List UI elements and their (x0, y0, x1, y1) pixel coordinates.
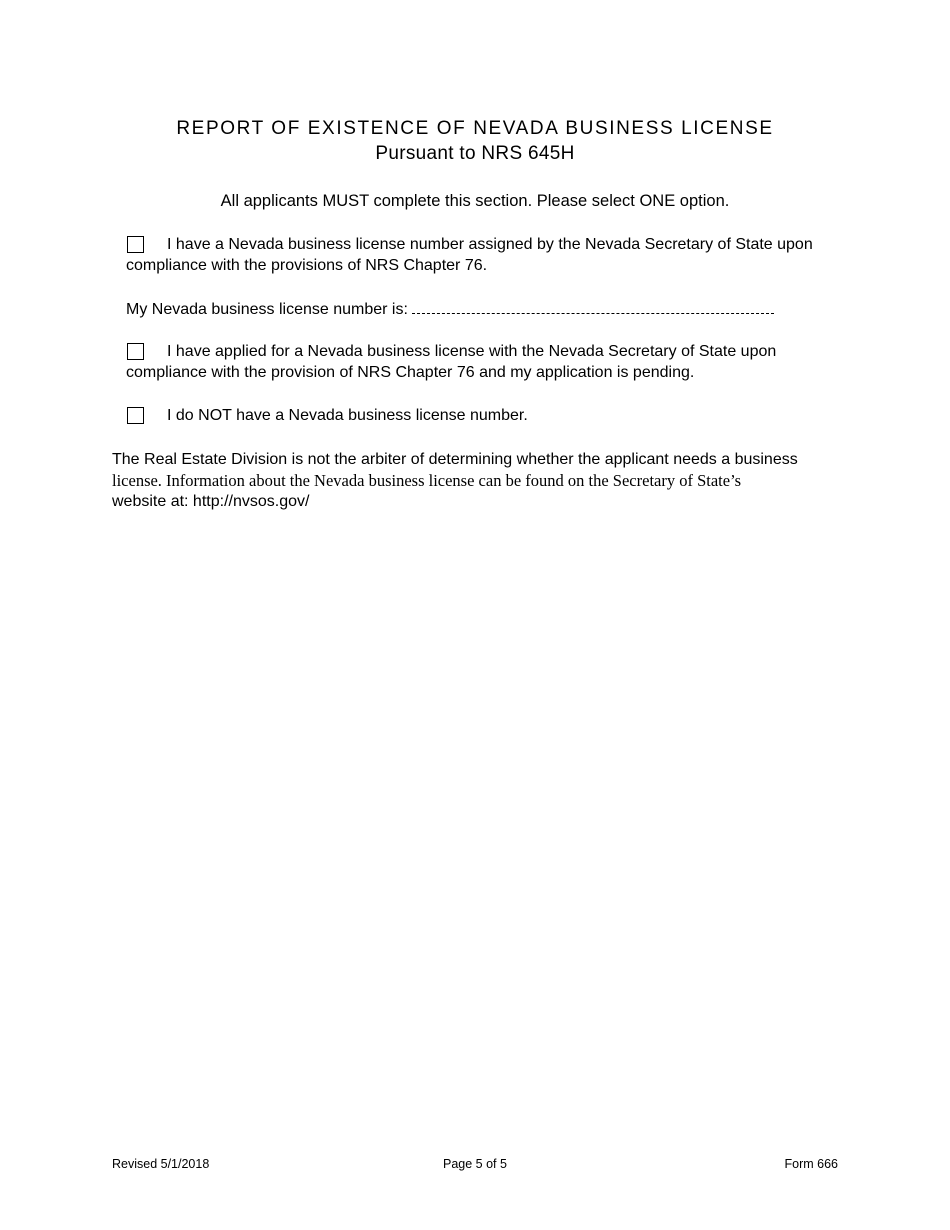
disclaimer-line-2: license. Information about the Nevada business license can be found on the Secretary of State’s (112, 471, 742, 490)
option-applied (126, 341, 846, 383)
footer-page-number: Page 5 of 5 (443, 1157, 507, 1171)
has-license-checkbox[interactable] (127, 236, 144, 253)
option-has-license (126, 234, 846, 276)
no-license-checkbox[interactable] (127, 407, 144, 424)
option-no-license-text: I do NOT have a Nevada business license number. (167, 407, 528, 424)
page-subtitle: Pursuant to NRS 645H (375, 143, 575, 164)
disclaimer (112, 449, 840, 512)
option-applied-text: I have applied for a Nevada business license with the Nevada Secretary of State upon compliance with the provision of NRS Chapter 76 and my application is pending. (126, 343, 777, 381)
option-no-license (126, 405, 846, 426)
license-number-field[interactable] (412, 298, 774, 314)
applied-checkbox[interactable] (127, 343, 144, 360)
page-title: REPORT OF EXISTENCE OF NEVADA BUSINESS LICENSE (176, 118, 774, 139)
instruction-text: All applicants MUST complete this section. Please select ONE option. (220, 192, 730, 210)
option-has-license-text: I have a Nevada business license number assigned by the Nevada Secretary of State upon compliance with the provisions of NRS Chapter 76. (126, 236, 813, 274)
disclaimer-line-1: The Real Estate Division is not the arbiter of determining whether the applicant needs a business (112, 451, 798, 468)
footer-form-number: Form 666 (784, 1157, 838, 1171)
license-number-label: My Nevada business license number is: (126, 301, 408, 318)
license-number-row (126, 298, 774, 320)
disclaimer-line-3: website at: http://nvsos.gov/ (112, 493, 310, 510)
footer-revised: Revised 5/1/2018 (112, 1157, 210, 1171)
